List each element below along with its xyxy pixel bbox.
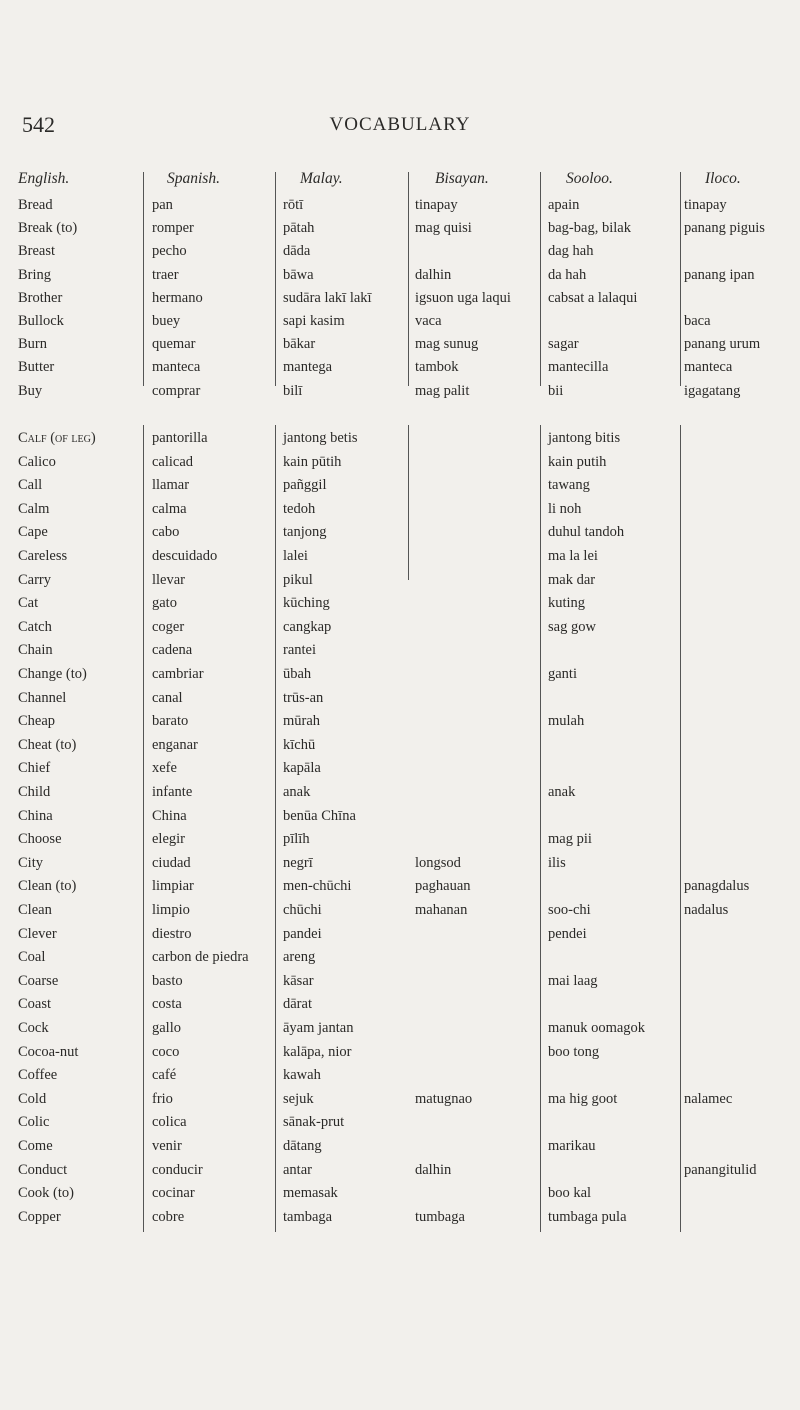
cell-spanish: gato	[152, 595, 177, 612]
vocabulary-row	[0, 996, 800, 1020]
cell-english: Cold	[18, 1090, 47, 1107]
cell-bisayan: paghauan	[415, 878, 471, 895]
cell-sooloo: duhul tandoh	[548, 524, 625, 541]
cell-spanish: calma	[152, 500, 187, 517]
vocabulary-row	[0, 1114, 800, 1138]
header-english: English.	[18, 170, 70, 187]
cell-iloco: panang urum	[684, 336, 761, 353]
vocabulary-row	[0, 855, 800, 879]
vocabulary-row	[0, 501, 800, 525]
cell-malay: men-chūchi	[283, 878, 352, 895]
cell-english: Bring	[18, 266, 52, 283]
cell-english: Copper	[18, 1208, 61, 1225]
cell-sooloo: anak	[548, 784, 576, 800]
cell-malay: ūbah	[283, 666, 312, 682]
cell-malay: sejuk	[283, 1090, 314, 1107]
cell-iloco: baca	[684, 313, 711, 329]
cell-malay: kīchū	[283, 736, 316, 753]
vocabulary-row	[0, 313, 800, 337]
header-iloco: Iloco.	[705, 170, 741, 187]
vocabulary-row	[0, 713, 800, 737]
vocabulary-row	[0, 197, 800, 221]
cell-english: Child	[18, 784, 51, 800]
cell-bisayan: vaca	[415, 313, 442, 329]
cell-spanish: limpiar	[152, 878, 194, 895]
cell-iloco: igagatang	[684, 382, 741, 399]
vocabulary-row	[0, 1044, 800, 1068]
cell-spanish: China	[152, 807, 187, 824]
cell-spanish: cadena	[152, 642, 193, 659]
cell-malay: dārat	[283, 996, 312, 1013]
cell-bisayan: mag quisi	[415, 220, 472, 237]
vocabulary-row	[0, 784, 800, 808]
cell-spanish: venir	[152, 1138, 182, 1154]
cell-bisayan: tumbaga	[415, 1208, 465, 1225]
page-number: 542	[22, 112, 55, 137]
cell-malay: anak	[283, 784, 311, 800]
cell-spanish: llevar	[152, 571, 186, 588]
cell-english: Chief	[18, 760, 51, 777]
cell-malay: rōtī	[283, 197, 304, 213]
cell-english: Coffee	[18, 1067, 58, 1084]
cell-sooloo: li noh	[548, 500, 582, 517]
cell-english: Butter	[18, 359, 55, 376]
cell-malay: tambaga	[283, 1208, 333, 1225]
cell-english: Calico	[18, 453, 56, 470]
cell-spanish: quemar	[152, 336, 196, 353]
cell-english: Carry	[18, 571, 52, 588]
vocabulary-row	[0, 1185, 800, 1209]
vocabulary-row	[0, 359, 800, 383]
cell-english: Chain	[18, 642, 53, 659]
vocabulary-row	[0, 548, 800, 572]
vocabulary-row	[0, 595, 800, 619]
cell-spanish: frio	[152, 1090, 173, 1107]
cell-spanish: traer	[152, 266, 179, 283]
cell-malay: pikul	[283, 571, 313, 588]
cell-malay: pātah	[283, 220, 315, 237]
cell-spanish: buey	[152, 313, 181, 329]
cell-sooloo: da hah	[548, 266, 587, 283]
cell-sooloo: tawang	[548, 477, 590, 494]
cell-malay: memasak	[283, 1185, 338, 1202]
vocabulary-row	[0, 290, 800, 314]
cell-iloco: nalamec	[684, 1090, 733, 1107]
cell-malay: mūrah	[283, 713, 321, 730]
cell-malay: jantong betis	[283, 430, 358, 446]
vocabulary-row	[0, 690, 800, 714]
cell-spanish: cocinar	[152, 1185, 195, 1202]
vocabulary-row	[0, 454, 800, 478]
cell-english: Coarse	[18, 972, 59, 989]
cell-malay: bāwa	[283, 266, 314, 283]
vocabulary-row	[0, 926, 800, 950]
cell-malay: pañggil	[283, 477, 327, 494]
cell-malay: trūs-an	[283, 689, 324, 706]
cell-iloco: nadalus	[684, 902, 729, 918]
cell-spanish: canal	[152, 689, 183, 706]
cell-iloco: panangitulid	[684, 1161, 757, 1178]
vocabulary-row	[0, 666, 800, 690]
vocabulary-row	[0, 760, 800, 784]
cell-spanish: manteca	[152, 359, 201, 376]
cell-english: Buy	[18, 382, 43, 399]
page-header	[0, 112, 800, 142]
cell-spanish: llamar	[152, 477, 190, 494]
vocabulary-row	[0, 1067, 800, 1091]
vocabulary-row	[0, 642, 800, 666]
cell-sooloo: sagar	[548, 336, 579, 353]
cell-english: Come	[18, 1138, 53, 1154]
cell-malay: negrī	[283, 854, 313, 871]
cell-malay: tanjong	[283, 524, 327, 541]
cell-sooloo: pendei	[548, 925, 587, 942]
vocabulary-row	[0, 1091, 800, 1115]
cell-spanish: café	[152, 1067, 177, 1084]
vocabulary-row	[0, 949, 800, 973]
cell-sooloo: boo tong	[548, 1043, 600, 1060]
cell-english: Calf (of leg)	[18, 430, 96, 446]
cell-english: Breast	[18, 243, 56, 260]
cell-spanish: colica	[152, 1114, 187, 1131]
cell-spanish: comprar	[152, 382, 201, 399]
cell-bisayan: matugnao	[415, 1090, 473, 1107]
header-sooloo: Sooloo.	[566, 170, 613, 187]
cell-spanish: basto	[152, 972, 183, 989]
cell-sooloo: mai laag	[548, 972, 598, 989]
cell-english: Cat	[18, 595, 39, 612]
vocabulary-row	[0, 220, 800, 244]
cell-sooloo: ganti	[548, 666, 577, 682]
cell-spanish: pantorilla	[152, 430, 208, 446]
cell-sooloo: ma hig goot	[548, 1090, 618, 1107]
cell-spanish: hermano	[152, 289, 203, 306]
vocabulary-row	[0, 1162, 800, 1186]
cell-sooloo: mak dar	[548, 571, 596, 588]
running-title: VOCABULARY	[329, 114, 471, 135]
cell-spanish: pecho	[152, 243, 187, 260]
cell-english: Cock	[18, 1020, 49, 1036]
cell-bisayan: longsod	[415, 854, 461, 871]
cell-bisayan: mag palit	[415, 382, 470, 399]
cell-english: Break (to)	[18, 220, 78, 237]
vocabulary-row	[0, 737, 800, 761]
cell-malay: antar	[283, 1161, 312, 1178]
cell-bisayan: tambok	[415, 359, 459, 376]
cell-malay: cangkap	[283, 618, 332, 635]
vocabulary-row	[0, 383, 800, 407]
cell-english: Bullock	[18, 313, 64, 329]
cell-spanish: pan	[152, 197, 173, 213]
cell-malay: pandei	[283, 925, 322, 942]
cell-english: Brother	[18, 289, 63, 306]
cell-malay: kapāla	[283, 760, 321, 777]
cell-sooloo: kuting	[548, 595, 586, 612]
cell-english: Cheap	[18, 713, 56, 730]
cell-spanish: calicad	[152, 453, 194, 470]
cell-english: Burn	[18, 336, 47, 353]
header-malay: Malay.	[300, 170, 343, 187]
cell-sooloo: apain	[548, 197, 580, 213]
cell-malay: lalei	[283, 548, 308, 564]
cell-sooloo: tumbaga pula	[548, 1208, 627, 1225]
cell-english: Calm	[18, 500, 50, 517]
cell-spanish: limpio	[152, 902, 190, 918]
cell-spanish: ciudad	[152, 854, 191, 871]
cell-malay: areng	[283, 949, 316, 966]
cell-spanish: coco	[152, 1043, 180, 1060]
cell-english: Clever	[18, 925, 57, 942]
cell-spanish: conducir	[152, 1161, 203, 1178]
cell-spanish: infante	[152, 784, 193, 800]
cell-sooloo: boo kal	[548, 1185, 592, 1202]
cell-english: Colic	[18, 1114, 50, 1131]
vocabulary-row	[0, 572, 800, 596]
cell-sooloo: bag-bag, bilak	[548, 220, 631, 237]
vocabulary-row	[0, 619, 800, 643]
cell-english: Bread	[18, 197, 53, 213]
vocabulary-row	[0, 243, 800, 267]
cell-malay: dāda	[283, 243, 311, 260]
cell-spanish: xefe	[152, 760, 177, 777]
cell-sooloo: ma la lei	[548, 548, 598, 564]
cell-english: Cocoa-nut	[18, 1043, 79, 1060]
cell-iloco: panang piguis	[684, 220, 765, 237]
cell-sooloo: soo-chi	[548, 902, 591, 918]
cell-spanish: cambriar	[152, 666, 204, 682]
cell-malay: bākar	[283, 336, 316, 353]
vocabulary-row	[0, 524, 800, 548]
vocabulary-row	[0, 267, 800, 291]
header-spanish: Spanish.	[167, 170, 220, 187]
cell-sooloo: ilis	[548, 854, 566, 871]
cell-english: City	[18, 854, 43, 871]
cell-malay: kalāpa, nior	[283, 1043, 352, 1060]
cell-malay: chūchi	[283, 902, 322, 918]
cell-english: Cape	[18, 524, 48, 541]
cell-spanish: elegir	[152, 831, 186, 848]
cell-bisayan: dalhin	[415, 266, 452, 283]
cell-spanish: coger	[152, 618, 185, 635]
cell-english: Call	[18, 477, 43, 494]
cell-iloco: tinapay	[684, 197, 727, 213]
cell-spanish: gallo	[152, 1020, 181, 1036]
cell-spanish: diestro	[152, 925, 192, 942]
cell-english: Coal	[18, 949, 46, 966]
cell-sooloo: kain putih	[548, 453, 607, 470]
cell-spanish: barato	[152, 713, 189, 730]
cell-english: Catch	[18, 618, 52, 635]
cell-spanish: costa	[152, 996, 182, 1013]
cell-iloco: panang ipan	[684, 266, 755, 283]
vocabulary-row	[0, 1020, 800, 1044]
vocabulary-row	[0, 878, 800, 902]
vocabulary-row	[0, 902, 800, 926]
vocabulary-row	[0, 336, 800, 360]
cell-sooloo: mulah	[548, 713, 585, 730]
cell-spanish: descuidado	[152, 548, 218, 564]
cell-malay: kain pūtih	[283, 453, 342, 470]
vocabulary-row	[0, 808, 800, 832]
cell-malay: sudāra lakī lakī	[283, 289, 372, 306]
cell-english: China	[18, 807, 53, 824]
cell-sooloo: bii	[548, 382, 564, 399]
cell-sooloo: dag hah	[548, 243, 594, 260]
cell-spanish: cobre	[152, 1208, 185, 1225]
cell-sooloo: manuk oomagok	[548, 1020, 646, 1036]
cell-english: Careless	[18, 548, 68, 564]
cell-english: Cheat (to)	[18, 736, 77, 753]
cell-spanish: romper	[152, 220, 194, 237]
cell-malay: sapi kasim	[283, 313, 345, 329]
cell-iloco: panagdalus	[684, 878, 750, 895]
cell-sooloo: mantecilla	[548, 359, 609, 376]
vocabulary-row	[0, 831, 800, 855]
cell-malay: kāsar	[283, 972, 314, 989]
vocabulary-row	[0, 1138, 800, 1162]
cell-sooloo: mag pii	[548, 831, 592, 848]
vocabulary-row	[0, 430, 800, 454]
cell-malay: benūa Chīna	[283, 807, 356, 824]
cell-english: Coast	[18, 996, 52, 1013]
cell-malay: bilī	[283, 382, 303, 399]
cell-sooloo: cabsat a lalaqui	[548, 289, 638, 306]
cell-english: Clean	[18, 902, 52, 918]
cell-iloco: manteca	[684, 359, 733, 376]
cell-malay: mantega	[283, 359, 333, 376]
cell-malay: rantei	[283, 642, 317, 659]
cell-bisayan: mag sunug	[415, 336, 479, 353]
cell-bisayan: igsuon uga laqui	[415, 289, 511, 306]
cell-malay: tedoh	[283, 500, 316, 517]
cell-spanish: enganar	[152, 736, 198, 753]
cell-malay: pīlīh	[283, 831, 310, 848]
cell-english: Choose	[18, 831, 62, 848]
cell-english: Change (to)	[18, 666, 87, 682]
cell-malay: kūching	[283, 595, 330, 612]
cell-spanish: carbon de piedra	[152, 949, 249, 966]
cell-english: Conduct	[18, 1161, 68, 1178]
cell-malay: āyam jantan	[283, 1020, 354, 1036]
vocabulary-row	[0, 477, 800, 501]
cell-english: Cook (to)	[18, 1185, 74, 1202]
cell-malay: sānak-prut	[283, 1114, 345, 1131]
cell-spanish: cabo	[152, 524, 180, 541]
vocabulary-row	[0, 1209, 800, 1233]
cell-bisayan: dalhin	[415, 1161, 452, 1178]
header-bisayan: Bisayan.	[435, 170, 489, 187]
cell-malay: dātang	[283, 1138, 322, 1154]
cell-bisayan: mahanan	[415, 902, 468, 918]
cell-sooloo: sag gow	[548, 618, 596, 635]
vocabulary-row	[0, 973, 800, 997]
cell-sooloo: jantong bitis	[548, 430, 621, 446]
cell-english: Clean (to)	[18, 878, 77, 895]
cell-bisayan: tinapay	[415, 197, 458, 213]
cell-sooloo: marikau	[548, 1138, 596, 1154]
cell-english: Channel	[18, 689, 67, 706]
cell-malay: kawah	[283, 1067, 321, 1084]
